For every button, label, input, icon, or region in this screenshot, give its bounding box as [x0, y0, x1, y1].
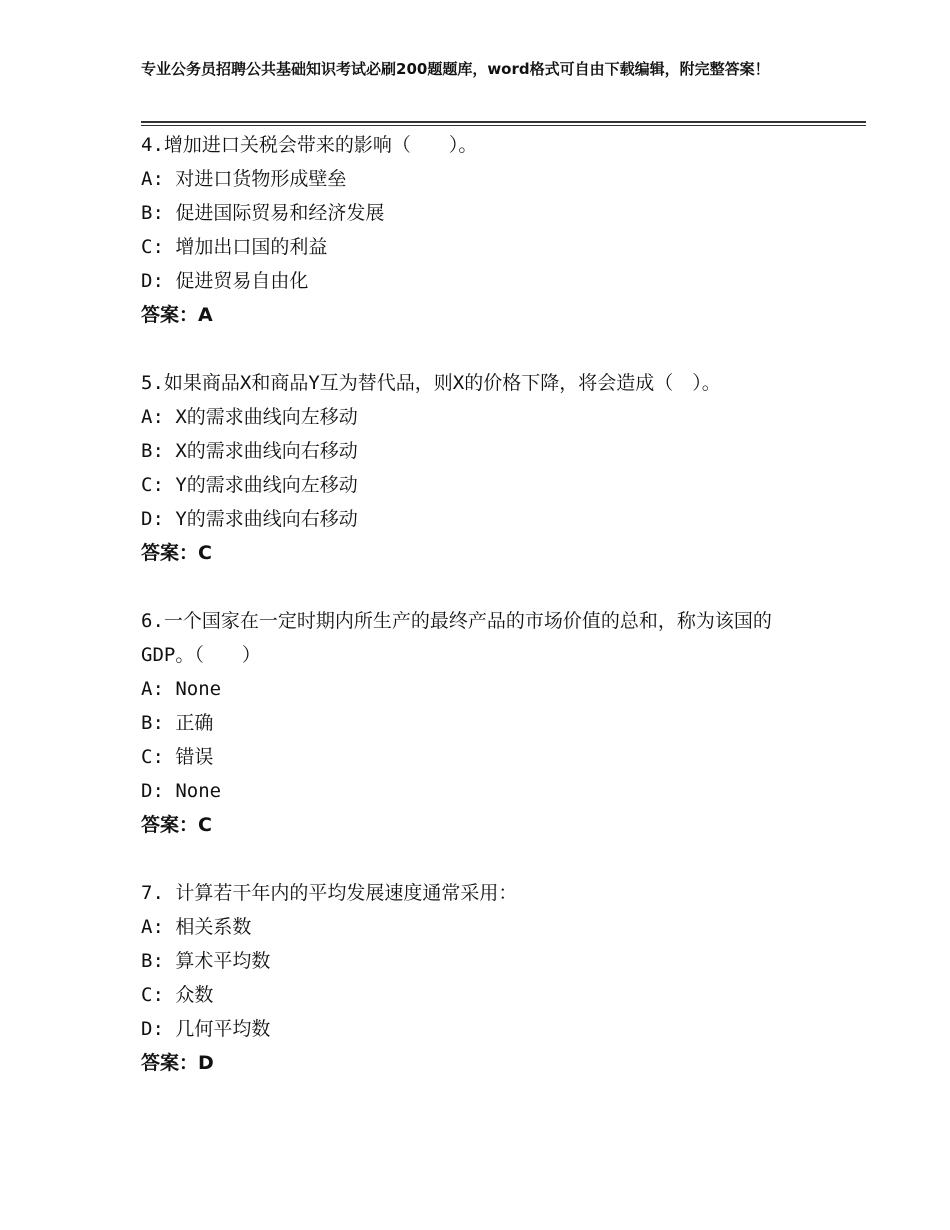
question-7 [141, 876, 841, 1080]
question-6 [141, 604, 841, 842]
option-b: B: 促进国际贸易和经济发展 [141, 202, 385, 224]
option-d: D: None [141, 780, 222, 802]
option-c: C: 错误 [141, 746, 214, 768]
option-b: B: 正确 [141, 712, 214, 734]
spacer [141, 570, 841, 604]
question-stem: 4.增加进口关税会带来的影响（ ）。 [141, 134, 478, 156]
option-d: D: Y的需求曲线向右移动 [141, 508, 358, 530]
option-a: A: X的需求曲线向左移动 [141, 406, 358, 428]
option-c: C: 众数 [141, 984, 214, 1006]
option-d: D: 几何平均数 [141, 1018, 271, 1040]
option-b: B: 算术平均数 [141, 950, 271, 972]
option-d: D: 促进贸易自由化 [141, 270, 309, 292]
answer: 答案：A [141, 304, 213, 326]
header-divider-thin [141, 125, 866, 126]
question-list [141, 128, 841, 1080]
question-stem: 6.一个国家在一定时期内所生产的最终产品的市场价值的总和，称为该国的GDP。（ ） [141, 610, 772, 666]
option-c: C: 增加出口国的利益 [141, 236, 328, 258]
document-header: 专业公务员招聘公共基础知识考试必刷200题题库，word格式可自由下载编辑，附完整答案！ [141, 60, 770, 78]
answer: 答案：D [141, 1052, 214, 1074]
header-divider [141, 121, 866, 123]
question-5 [141, 366, 841, 570]
option-a: A: 相关系数 [141, 916, 252, 938]
option-a: A: None [141, 678, 222, 700]
question-stem: 5.如果商品X和商品Y互为替代品，则X的价格下降，将会造成（ ）。 [141, 372, 721, 394]
answer: 答案：C [141, 542, 212, 564]
spacer [141, 332, 841, 366]
question-stem: 7. 计算若干年内的平均发展速度通常采用： [141, 882, 518, 904]
option-c: C: Y的需求曲线向左移动 [141, 474, 358, 496]
option-a: A: 对进口货物形成壁垒 [141, 168, 347, 190]
question-4 [141, 128, 841, 332]
option-b: B: X的需求曲线向右移动 [141, 440, 358, 462]
answer: 答案：C [141, 814, 212, 836]
spacer [141, 842, 841, 876]
